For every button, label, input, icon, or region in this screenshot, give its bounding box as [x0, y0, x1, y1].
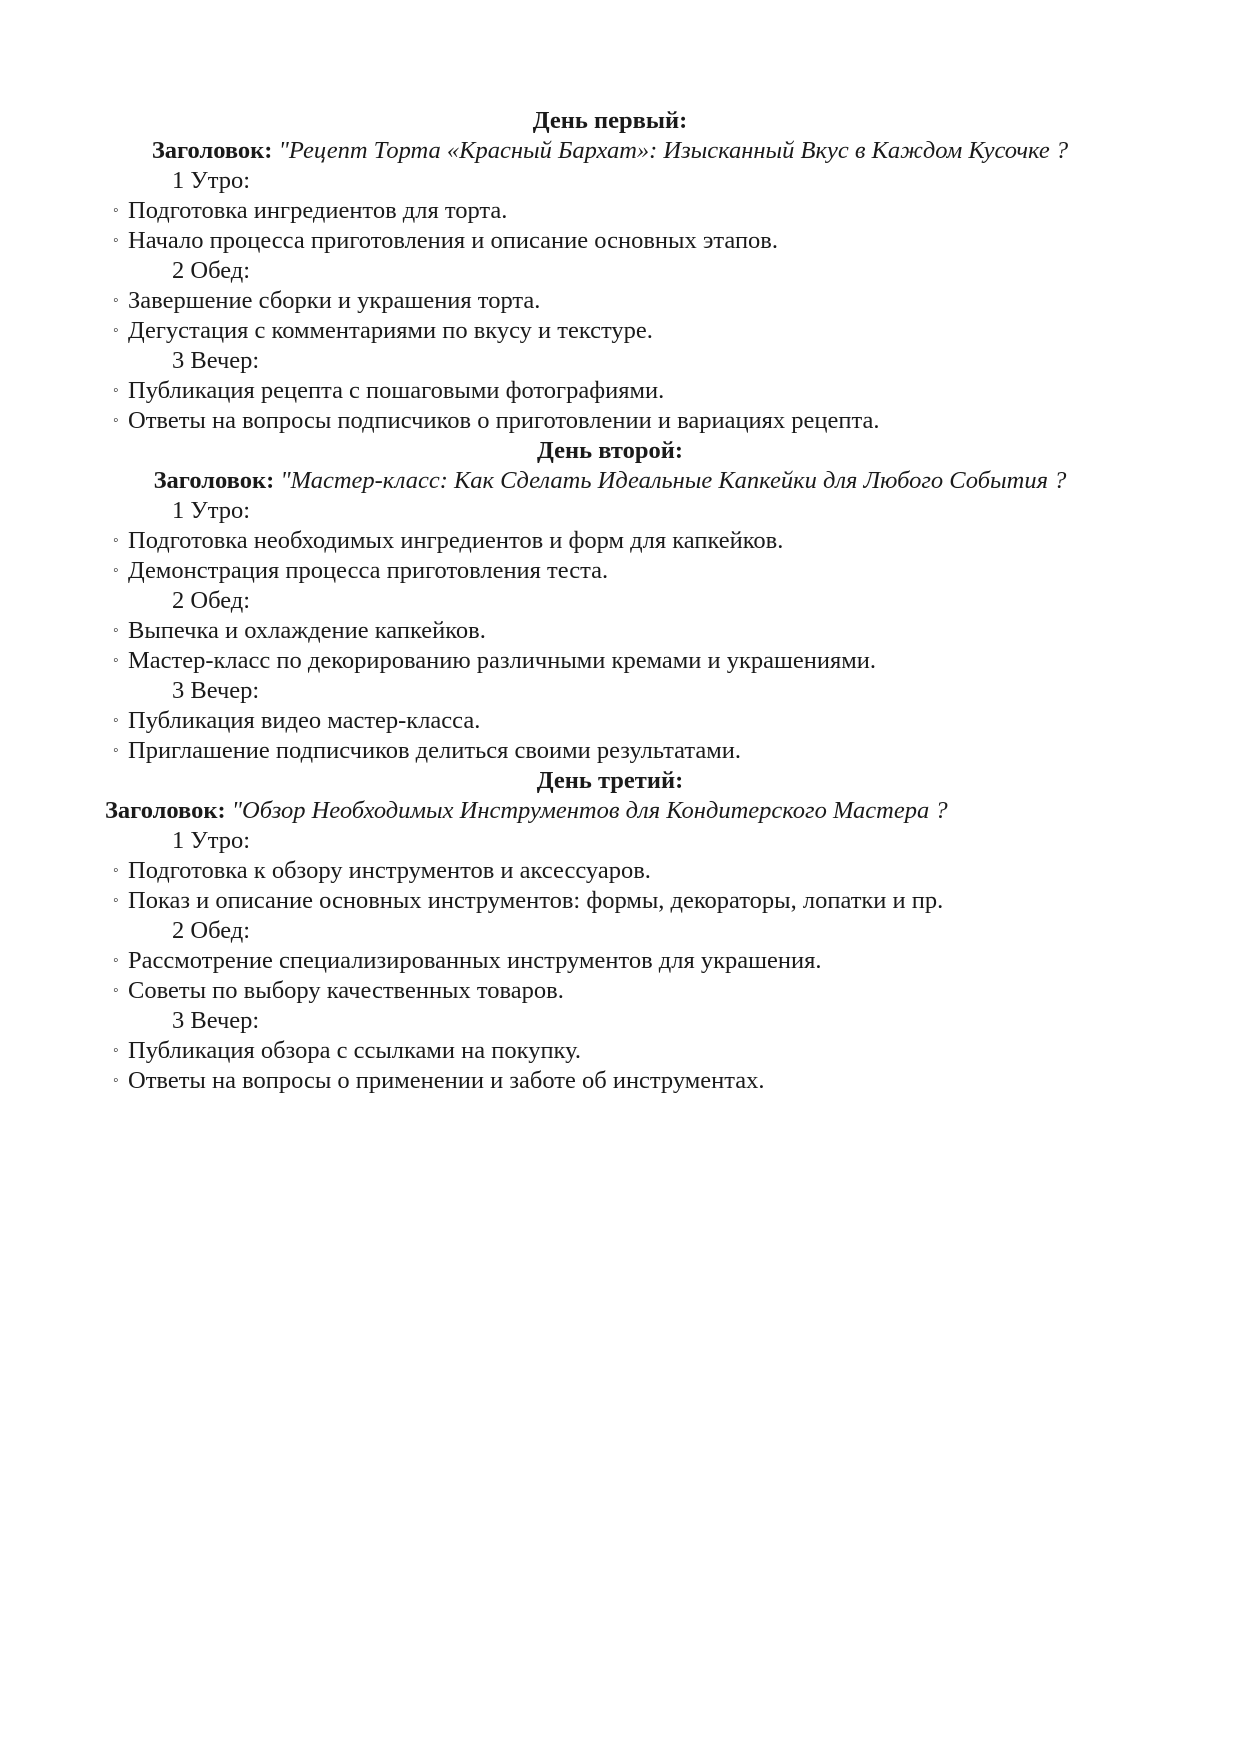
bullet-icon: ◦: [113, 412, 119, 429]
day-section-1: [105, 106, 1115, 436]
bullet-icon: ◦: [113, 1042, 119, 1059]
day-title: [105, 796, 1115, 826]
bullet-icon: ◦: [113, 862, 119, 879]
title-label: Заголовок:: [151, 137, 273, 164]
list-item: [105, 1066, 1115, 1096]
title-label: Заголовок:: [153, 467, 275, 494]
list-item: [105, 376, 1115, 406]
list-item: [105, 526, 1115, 556]
list-item: [105, 196, 1115, 226]
list-item: [105, 946, 1115, 976]
day-title: [105, 136, 1115, 166]
list-item: [105, 736, 1115, 766]
list-item-text: Показ и описание основных инструментов: формы, декораторы, лопатки и пр.: [128, 887, 944, 914]
list-item-text: Ответы на вопросы о применении и заботе об инструментах.: [128, 1067, 765, 1094]
list-item: [105, 286, 1115, 316]
bullet-icon: ◦: [113, 292, 119, 309]
period-label: 2 Обед:: [172, 587, 251, 614]
bullet-icon: ◦: [113, 202, 119, 219]
period-label: 2 Обед:: [172, 917, 251, 944]
period-label: 3 Вечер:: [172, 677, 260, 704]
day-section-2: [105, 436, 1115, 766]
list-item-text: Мастер-класс по декорированию различными кремами и украшениями.: [128, 647, 877, 674]
list-item-text: Начало процесса приготовления и описание основных этапов.: [128, 227, 779, 254]
period-label: 3 Вечер:: [172, 1007, 260, 1034]
list-item-text: Советы по выбору качественных товаров.: [128, 977, 564, 1004]
day-heading: День третий:: [536, 767, 684, 794]
list-item: [105, 706, 1115, 736]
list-item-text: Публикация видео мастер-класса.: [128, 707, 481, 734]
bullet-icon: ◦: [113, 712, 119, 729]
day-heading: День второй:: [537, 437, 683, 464]
list-item: [105, 1036, 1115, 1066]
bullet-icon: ◦: [113, 532, 119, 549]
document-page: [105, 106, 1115, 1096]
bullet-icon: ◦: [113, 622, 119, 639]
day-heading: День первый:: [532, 107, 688, 134]
list-item-text: Демонстрация процесса приготовления теста.: [128, 557, 609, 584]
bullet-icon: ◦: [113, 322, 119, 339]
list-item: [105, 226, 1115, 256]
period-label: 3 Вечер:: [172, 347, 260, 374]
bullet-icon: ◦: [113, 892, 119, 909]
list-item-text: Публикация рецепта с пошаговыми фотографиями.: [128, 377, 665, 404]
list-item: [105, 856, 1115, 886]
period-label: 2 Обед:: [172, 257, 251, 284]
list-item-text: Завершение сборки и украшения торта.: [128, 287, 541, 314]
bullet-icon: ◦: [113, 382, 119, 399]
bullet-icon: ◦: [113, 982, 119, 999]
list-item: [105, 316, 1115, 346]
list-item-text: Ответы на вопросы подписчиков о приготовлении и вариациях рецепта.: [128, 407, 880, 434]
title-label: Заголовок:: [105, 797, 226, 824]
day-title: [105, 466, 1115, 496]
list-item-text: Подготовка необходимых ингредиентов и форм для капкейков.: [128, 527, 784, 554]
list-item: [105, 646, 1115, 676]
list-item-text: Подготовка ингредиентов для торта.: [128, 197, 508, 224]
list-item-text: Рассмотрение специализированных инструментов для украшения.: [128, 947, 822, 974]
list-item: [105, 976, 1115, 1006]
list-item-text: Публикация обзора с ссылками на покупку.: [128, 1037, 582, 1064]
list-item-text: Приглашение подписчиков делиться своими результатами.: [128, 737, 741, 764]
bullet-icon: ◦: [113, 232, 119, 249]
list-item-text: Дегустация с комментариями по вкусу и текстуре.: [128, 317, 653, 344]
list-item: [105, 616, 1115, 646]
list-item-text: Выпечка и охлаждение капкейков.: [128, 617, 486, 644]
bullet-icon: ◦: [113, 952, 119, 969]
period-label: 1 Утро:: [172, 827, 251, 854]
day-section-3: [105, 766, 1115, 1096]
list-item: [105, 556, 1115, 586]
title-text: "Рецепт Торта «Красный Бархат»: Изысканный Вкус в Каждом Кусочке ?: [278, 137, 1069, 164]
list-item: [105, 406, 1115, 436]
bullet-icon: ◦: [113, 1072, 119, 1089]
bullet-icon: ◦: [113, 652, 119, 669]
list-item: [105, 886, 1115, 916]
list-item-text: Подготовка к обзору инструментов и аксессуаров.: [128, 857, 651, 884]
bullet-icon: ◦: [113, 742, 119, 759]
title-text: "Мастер-класс: Как Сделать Идеальные Капкейки для Любого События ?: [280, 467, 1067, 494]
period-label: 1 Утро:: [172, 167, 251, 194]
period-label: 1 Утро:: [172, 497, 251, 524]
title-text: "Обзор Необходимых Инструментов для Кондитерского Мастера ?: [231, 797, 948, 824]
bullet-icon: ◦: [113, 562, 119, 579]
